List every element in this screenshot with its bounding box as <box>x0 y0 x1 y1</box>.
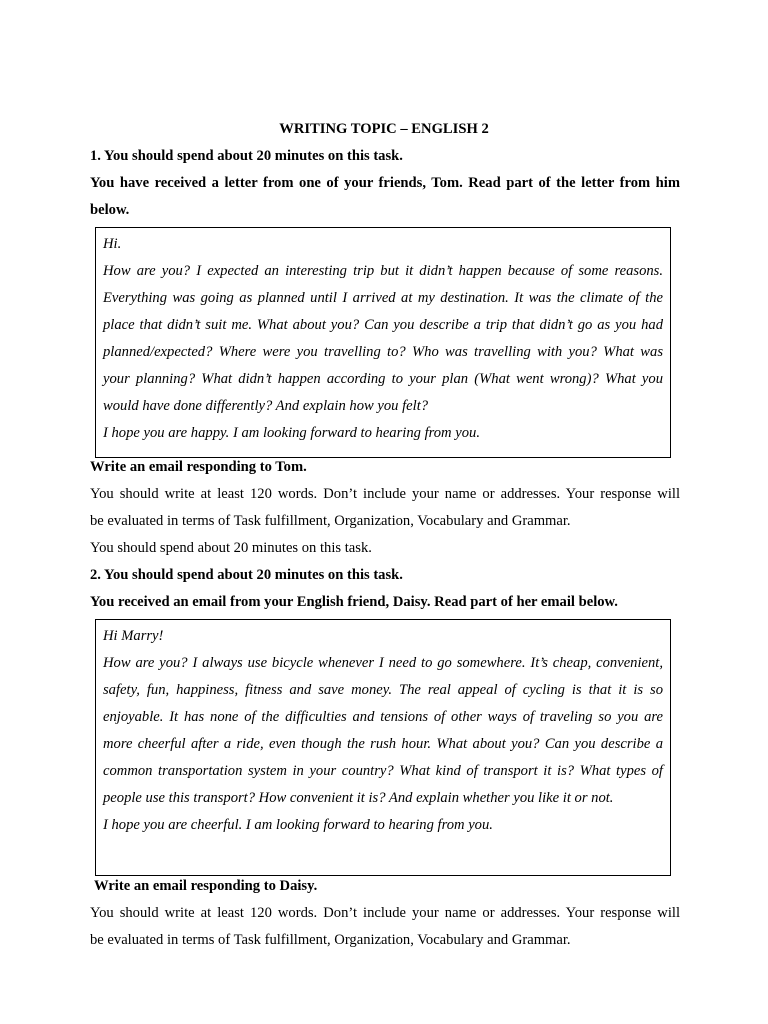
letter-line: How are you? I always use bicycle whenever I need to go somewhere. It’s cheap, convenient, <box>103 655 663 671</box>
letter-line: Hi Marry! <box>103 628 164 644</box>
task2-requirement-cont: be evaluated in terms of Task fulfillment, Organization, Vocabulary and Grammar. <box>90 932 571 948</box>
letter-line: Hi. <box>103 236 122 252</box>
task2-letter-box <box>95 619 671 876</box>
task2-instruction: Write an email responding to Daisy. <box>94 878 318 894</box>
letter-line: enjoyable. It has none of the difficulties and tensions of other ways of traveling so you are <box>103 709 663 725</box>
task1-requirement-cont: be evaluated in terms of Task fulfillment, Organization, Vocabulary and Grammar. <box>90 513 571 529</box>
task2-intro: You received an email from your English friend, Daisy. Read part of her email below. <box>90 594 618 610</box>
letter-line: I hope you are happy. I am looking forward to hearing from you. <box>103 425 480 441</box>
letter-line: I hope you are cheerful. I am looking forward to hearing from you. <box>103 817 493 833</box>
task2-requirement: You should write at least 120 words. Don’t include your name or addresses. Your response will <box>90 905 680 921</box>
task2-heading: 2. You should spend about 20 minutes on this task. <box>90 567 403 583</box>
letter-line: place that didn’t suit me. What about you? Can you describe a trip that didn’t go as you had <box>103 317 663 333</box>
letter-line: people use this transport? How convenient it is? And explain whether you like it or not. <box>103 790 614 806</box>
letter-line: safety, fun, happiness, fitness and save money. The real appeal of cycling is that it is so <box>103 682 663 698</box>
letter-line: Everything was going as planned until I arrived at my destination. It was the climate of the <box>103 290 663 306</box>
letter-line: common transportation system in your country? What kind of transport it is? What types of <box>103 763 663 779</box>
letter-line: would have done differently? And explain how you felt? <box>103 398 429 414</box>
letter-line: more cheerful after a ride, even though the rush hour. What about you? Can you describe a <box>103 736 663 752</box>
task1-intro-cont: below. <box>90 202 130 218</box>
task1-time-note: You should spend about 20 minutes on this task. <box>90 540 372 556</box>
letter-line: your planning? What didn’t happen according to your plan (What went wrong)? What you <box>103 371 663 387</box>
task1-instruction: Write an email responding to Tom. <box>90 459 307 475</box>
letter-line: How are you? I expected an interesting trip but it didn’t happen because of some reasons. <box>103 263 663 279</box>
page-title: WRITING TOPIC – ENGLISH 2 <box>279 121 489 137</box>
letter-line: planned/expected? Where were you travelling to? Who was travelling with you? What was <box>103 344 663 360</box>
task1-requirement: You should write at least 120 words. Don’t include your name or addresses. Your response will <box>90 486 680 502</box>
task1-letter-box <box>95 227 671 458</box>
task1-heading: 1. You should spend about 20 minutes on this task. <box>90 148 403 164</box>
task1-intro: You have received a letter from one of your friends, Tom. Read part of the letter from him <box>90 175 680 191</box>
